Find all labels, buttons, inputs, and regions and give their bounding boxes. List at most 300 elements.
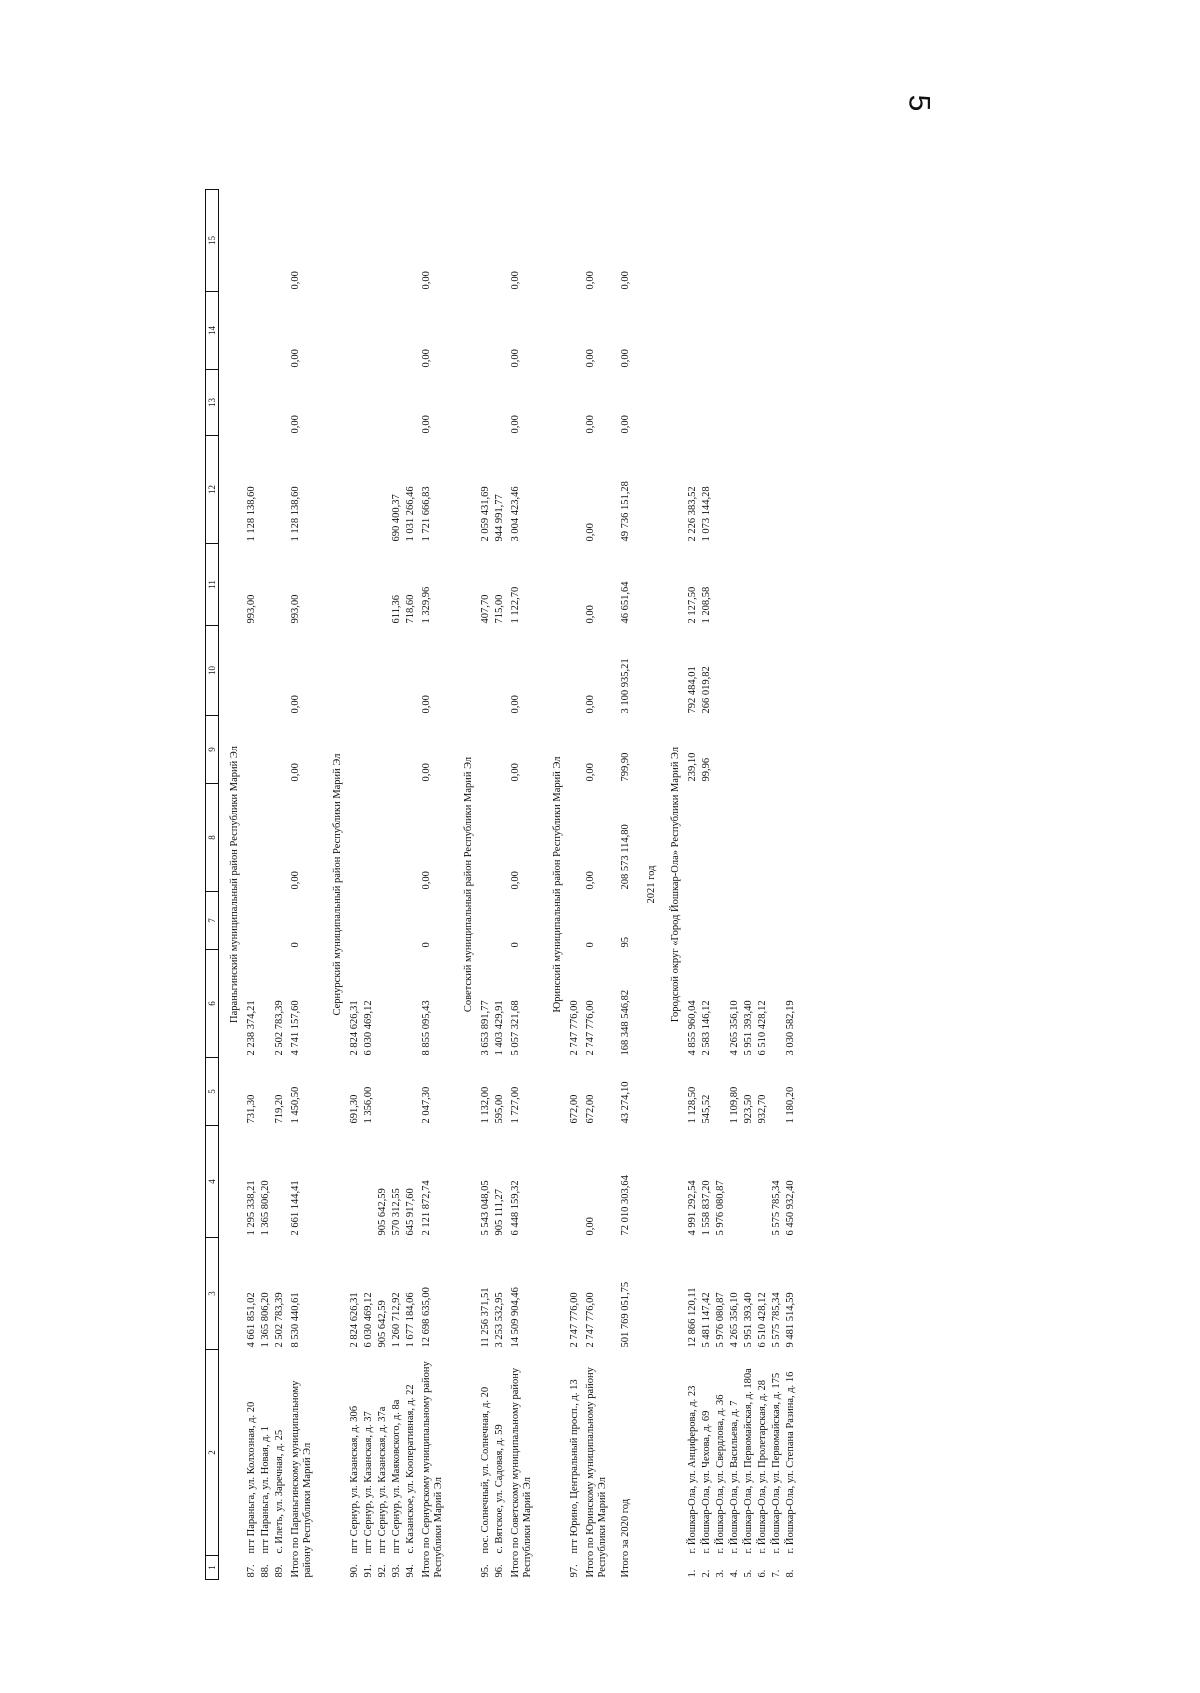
row-number: 4.: [729, 1569, 740, 1578]
table-cell: 208 573 114,80: [620, 824, 631, 890]
table-cell: [348, 626, 362, 716]
table-cell: 266 019,82: [701, 666, 712, 714]
table-cell: 715,00: [494, 594, 505, 624]
table-cell: [714, 190, 728, 292]
table-cell: [259, 784, 273, 892]
table-cell: [273, 1126, 287, 1238]
table-cell: [273, 544, 287, 626]
table-cell: [404, 370, 418, 436]
table-cell: [376, 190, 390, 292]
table-cell: [756, 784, 770, 892]
table-cell: [568, 544, 582, 626]
table-cell: [362, 626, 376, 716]
table-cell: [376, 950, 390, 1058]
table-cell: 407,70: [480, 594, 491, 624]
table-cell: 4 661 851,02: [246, 1292, 257, 1348]
table-cell: 239,10: [687, 752, 698, 782]
table-cell: 1 365 806,20: [260, 1180, 271, 1236]
table-cell: [479, 292, 493, 370]
table-cell: [362, 436, 376, 544]
table-cell: 1 073 144,28: [701, 486, 712, 542]
table-cell: 3 253 532,95: [494, 1292, 505, 1348]
table-cell: 1 128 138,60: [290, 486, 301, 542]
table-cell: 2 226 383,52: [687, 486, 698, 542]
total-label: Итого по Юринскому муниципальному району Республики Марий Эл: [585, 1367, 608, 1578]
table-cell: [784, 716, 798, 784]
table-cell: 923,50: [743, 1094, 754, 1124]
table-cell: 5 575 785,34: [771, 1180, 782, 1236]
table-cell: [245, 190, 259, 292]
table-cell: [686, 370, 700, 436]
table-cell: [376, 716, 390, 784]
table-cell: [348, 716, 362, 784]
table-cell: 1 128 138,60: [246, 486, 257, 542]
table-cell: [742, 892, 756, 950]
table-cell: [784, 190, 798, 292]
column-number: 10: [206, 626, 219, 716]
table-cell: [770, 892, 784, 950]
table-cell: 4 741 157,60: [290, 1000, 301, 1056]
table-cell: 0,00: [620, 349, 631, 368]
table-row: [245, 190, 259, 1580]
table-cell: [390, 716, 404, 784]
address-cell: г. Йошкар-Ола, ул. Анциферова, д. 23: [687, 1385, 698, 1554]
address-cell: г. Йошкар-Ола, ул. Свердлова, д. 36: [715, 1394, 726, 1554]
table-cell: 905 642,59: [377, 1188, 388, 1236]
table-cell: [259, 1058, 273, 1126]
table-cell: 8 530 440,61: [290, 1292, 301, 1348]
table-cell: 0,00: [510, 695, 521, 714]
table-cell: 672,00: [569, 1094, 580, 1124]
table-cell: [568, 190, 582, 292]
table-cell: 2 583 146,12: [701, 1000, 712, 1056]
table-cell: 95: [620, 937, 631, 948]
table-cell: 672,00: [585, 1094, 596, 1124]
table-cell: [479, 370, 493, 436]
table-cell: [568, 892, 582, 950]
table-cell: [784, 626, 798, 716]
table-cell: 1 260 712,92: [391, 1292, 402, 1348]
table-cell: 5 543 048,05: [480, 1180, 491, 1236]
table-cell: [376, 370, 390, 436]
total-row: [617, 190, 640, 1580]
table-row: [376, 190, 390, 1580]
table-cell: [742, 292, 756, 370]
table-cell: 0,00: [585, 349, 596, 368]
total-label: Итого по Параньгинскому муниципальному району Республики Марий Эл: [290, 1380, 313, 1578]
table-cell: 0,00: [421, 415, 432, 434]
address-cell: пос. Солнечный, ул. Солнечная, д. 20: [480, 1386, 491, 1554]
section-heading-row: [660, 190, 686, 1580]
table-cell: 718,60: [405, 594, 416, 624]
table-cell: [273, 784, 287, 892]
table-cell: 0,00: [510, 271, 521, 290]
table-row: [742, 190, 756, 1580]
row-number: 92.: [377, 1564, 388, 1578]
row-number: 89.: [274, 1564, 285, 1578]
table-cell: 5 951 393,40: [743, 1000, 754, 1056]
table-cell: [245, 716, 259, 784]
table-cell: [770, 544, 784, 626]
table-cell: [714, 892, 728, 950]
table-cell: [756, 892, 770, 950]
table-cell: 0,00: [510, 763, 521, 782]
table-cell: [714, 626, 728, 716]
table-cell: [245, 370, 259, 436]
table-row: [390, 190, 404, 1580]
table-cell: 2 059 431,69: [480, 486, 491, 542]
total-row: [582, 190, 617, 1580]
section-heading-row: [322, 190, 348, 1580]
table-cell: 1 329,96: [421, 586, 432, 624]
table-cell: [714, 370, 728, 436]
table-cell: [756, 716, 770, 784]
table-cell: [686, 190, 700, 292]
table-cell: 1 180,20: [785, 1086, 796, 1124]
table-cell: [404, 892, 418, 950]
table-cell: [770, 436, 784, 544]
row-number: 2.: [701, 1569, 712, 1578]
table-cell: 0,00: [421, 271, 432, 290]
table-cell: [245, 626, 259, 716]
table-cell: 2 824 626,31: [349, 1000, 360, 1056]
table-row: [493, 190, 507, 1580]
table-cell: 5 057 321,68: [510, 1000, 521, 1056]
table-cell: [742, 544, 756, 626]
table-cell: [348, 892, 362, 950]
table-cell: 6 030 469,12: [363, 1000, 374, 1056]
table-cell: 2 047,30: [421, 1086, 432, 1124]
table-cell: [245, 892, 259, 950]
table-cell: [259, 544, 273, 626]
row-number: 96.: [494, 1564, 505, 1578]
table-cell: [348, 544, 362, 626]
table-cell: [770, 292, 784, 370]
row-number: 7.: [771, 1569, 782, 1578]
table-cell: [686, 892, 700, 950]
table-cell: [493, 190, 507, 292]
table-cell: [376, 784, 390, 892]
table-cell: 1 721 666,83: [421, 486, 432, 542]
table-cell: 0,00: [421, 763, 432, 782]
table-cell: [273, 370, 287, 436]
table-cell: 1 109,80: [729, 1086, 740, 1124]
table-cell: [348, 292, 362, 370]
table-cell: 6 448 159,32: [510, 1180, 521, 1236]
table-cell: [770, 716, 784, 784]
table-cell: [404, 784, 418, 892]
table-cell: 1 295 338,21: [246, 1180, 257, 1236]
table-cell: [362, 1126, 376, 1238]
table-cell: 1 558 837,20: [701, 1180, 712, 1236]
table-cell: [700, 892, 714, 950]
table-row: [700, 190, 714, 1580]
table-cell: 0,00: [290, 349, 301, 368]
table-cell: [259, 892, 273, 950]
table-row: [756, 190, 770, 1580]
table-cell: 3 100 935,21: [620, 658, 631, 714]
table-cell: [742, 190, 756, 292]
table-cell: [245, 784, 259, 892]
table-cell: 0: [585, 942, 596, 948]
table-cell: [245, 292, 259, 370]
row-number: 88.: [260, 1564, 271, 1578]
table-row: [259, 190, 273, 1580]
table-cell: [348, 370, 362, 436]
table-row: [728, 190, 742, 1580]
table-cell: 0,00: [421, 695, 432, 714]
table-cell: [493, 784, 507, 892]
table-cell: 2 661 144,41: [290, 1180, 301, 1236]
table-cell: 4 855 960,04: [687, 1000, 698, 1056]
table-cell: [493, 292, 507, 370]
address-cell: г. Йошкар-Ола, ул. Чехова, д. 69: [701, 1410, 712, 1554]
table-cell: 1 128,50: [687, 1086, 698, 1124]
table-cell: 14 509 904,46: [510, 1287, 521, 1348]
table-cell: [568, 716, 582, 784]
table-cell: [756, 1126, 770, 1238]
table-cell: [479, 892, 493, 950]
table-sheet: [205, 190, 895, 1580]
table-cell: [376, 626, 390, 716]
table-cell: 0,00: [585, 415, 596, 434]
table-cell: [493, 892, 507, 950]
table-row: [714, 190, 728, 1580]
table-cell: 1 031 266,46: [405, 486, 416, 542]
section-heading-row: [542, 190, 568, 1580]
table-cell: [568, 626, 582, 716]
table-cell: 6 450 932,40: [785, 1180, 796, 1236]
table-cell: 8 855 095,43: [421, 1000, 432, 1056]
column-number: 8: [206, 784, 219, 892]
table-cell: 1 122,70: [510, 586, 521, 624]
table-cell: [259, 190, 273, 292]
address-cell: г. Йошкар-Ола, ул. Степана Разина, д. 16: [785, 1371, 796, 1554]
table-cell: [362, 370, 376, 436]
table-cell: 12 866 120,11: [687, 1287, 698, 1348]
table-cell: [714, 1058, 728, 1126]
row-number: 1.: [687, 1569, 698, 1578]
table-cell: [404, 190, 418, 292]
table-cell: 595,00: [494, 1094, 505, 1124]
table-cell: 2 238 374,21: [246, 1000, 257, 1056]
table-cell: 611,36: [391, 595, 402, 624]
table-row: [362, 190, 376, 1580]
table-cell: 6 510 428,12: [757, 1292, 768, 1348]
row-number: 95.: [480, 1564, 491, 1578]
table-cell: 0,00: [620, 415, 631, 434]
table-cell: [404, 716, 418, 784]
table-row: [404, 190, 418, 1580]
table-cell: [728, 292, 742, 370]
table-cell: 6 030 469,12: [363, 1292, 374, 1348]
table-cell: [273, 626, 287, 716]
table-cell: 0: [421, 942, 432, 948]
table-cell: 1 208,58: [701, 586, 712, 624]
table-cell: 0,00: [585, 871, 596, 890]
table-cell: [784, 292, 798, 370]
table-cell: [348, 436, 362, 544]
table-cell: [756, 626, 770, 716]
section-heading-row: [453, 190, 479, 1580]
table-cell: 0,00: [585, 695, 596, 714]
table-cell: [273, 436, 287, 544]
table-cell: [784, 436, 798, 544]
table-cell: 0,00: [421, 349, 432, 368]
table-cell: [390, 370, 404, 436]
row-number: 87.: [246, 1564, 257, 1578]
year-heading: 2021 год: [646, 865, 657, 904]
table-cell: 1 727,00: [510, 1086, 521, 1124]
table-cell: 0,00: [421, 871, 432, 890]
table-row: [479, 190, 493, 1580]
table-cell: 5 575 785,34: [771, 1292, 782, 1348]
table-cell: 1 356,00: [363, 1086, 374, 1124]
table-cell: 932,70: [757, 1094, 768, 1124]
table-cell: 690 400,37: [391, 494, 402, 542]
table-cell: 2 747 776,00: [585, 1000, 596, 1056]
table-cell: [390, 950, 404, 1058]
page-number: 5: [902, 94, 936, 112]
table-cell: [362, 784, 376, 892]
table-cell: 5 976 080,87: [715, 1180, 726, 1236]
table-cell: 0,00: [510, 415, 521, 434]
row-number: 94.: [405, 1564, 416, 1578]
column-number: 1: [206, 1556, 219, 1580]
table-cell: [784, 892, 798, 950]
row-number: 6.: [757, 1569, 768, 1578]
table-cell: [700, 784, 714, 892]
address-cell: пгт Сернур, ул. Казанская, д. 37: [363, 1411, 374, 1554]
table-cell: [686, 784, 700, 892]
table-cell: [362, 892, 376, 950]
total-label: Итого по Советскому муниципальному району Республики Марий Эл: [510, 1367, 533, 1578]
table-cell: [686, 292, 700, 370]
table-cell: 4 265 356,10: [729, 1292, 740, 1348]
table-cell: [728, 716, 742, 784]
table-cell: 2 502 783,39: [274, 1292, 285, 1348]
total-row: [418, 190, 453, 1580]
table-cell: [273, 292, 287, 370]
table-cell: 2 747 776,00: [569, 1292, 580, 1348]
table-cell: 3 030 582,19: [785, 1000, 796, 1056]
table-cell: [259, 716, 273, 784]
table-cell: [714, 784, 728, 892]
table-cell: [568, 292, 582, 370]
year-heading-row: [640, 190, 660, 1580]
row-number: 93.: [391, 1564, 402, 1578]
table-row: [348, 190, 362, 1580]
table-cell: [784, 370, 798, 436]
table-cell: [714, 950, 728, 1058]
table-cell: [568, 436, 582, 544]
table-cell: [493, 370, 507, 436]
table-cell: [756, 370, 770, 436]
data-table: [205, 189, 798, 1580]
table-cell: 993,00: [246, 594, 257, 624]
table-cell: 0,00: [585, 763, 596, 782]
section-heading: Юринский муниципальный район Республики Марий Эл: [552, 756, 563, 1013]
table-cell: [728, 892, 742, 950]
row-number: 5.: [743, 1569, 754, 1578]
table-cell: [376, 292, 390, 370]
table-cell: 0,00: [510, 871, 521, 890]
table-cell: [348, 1126, 362, 1238]
address-cell: пгт Параньга, ул. Новая, д. 1: [260, 1426, 271, 1554]
address-cell: пгт Юрино, Центральный просп., д. 13: [569, 1379, 580, 1554]
address-cell: г. Йошкар-Ола, ул. Васильева, д. 7: [729, 1400, 740, 1554]
table-cell: 0,00: [290, 695, 301, 714]
row-number: 97.: [569, 1564, 580, 1578]
address-cell: г. Йошкар-Ола, ул. Первомайская, д. 180а: [743, 1368, 754, 1554]
table-cell: [568, 1126, 582, 1238]
column-number: 4: [206, 1126, 219, 1238]
table-cell: 570 312,55: [391, 1188, 402, 1236]
table-cell: [404, 950, 418, 1058]
table-cell: [362, 716, 376, 784]
table-cell: [742, 436, 756, 544]
table-cell: 799,90: [620, 752, 631, 782]
table-cell: 0,00: [290, 763, 301, 782]
table-cell: 719,20: [274, 1094, 285, 1124]
table-cell: 0,00: [290, 871, 301, 890]
table-cell: [756, 436, 770, 544]
table-cell: 3 004 423,46: [510, 486, 521, 542]
table-cell: [362, 544, 376, 626]
table-cell: 0,00: [510, 349, 521, 368]
table-cell: 4 991 292,54: [687, 1180, 698, 1236]
table-cell: [728, 436, 742, 544]
table-cell: [376, 1058, 390, 1126]
table-cell: [390, 292, 404, 370]
table-cell: 0,00: [585, 523, 596, 542]
table-cell: 2 747 776,00: [585, 1292, 596, 1348]
row-number: 90.: [349, 1564, 360, 1578]
table-cell: [273, 190, 287, 292]
table-cell: 0,00: [290, 415, 301, 434]
table-cell: [376, 436, 390, 544]
table-cell: 5 976 080,87: [715, 1292, 726, 1348]
section-heading: Сернурский муниципальный район Республики Марий Эл: [332, 753, 343, 1016]
table-cell: 5 951 393,40: [743, 1292, 754, 1348]
table-cell: [728, 626, 742, 716]
table-row: [273, 190, 287, 1580]
table-cell: [784, 544, 798, 626]
table-cell: 501 769 051,75: [620, 1281, 631, 1348]
table-cell: [714, 436, 728, 544]
table-cell: [493, 626, 507, 716]
table-cell: [259, 950, 273, 1058]
total-row: [507, 190, 542, 1580]
table-cell: 0: [290, 942, 301, 948]
table-cell: 2 502 783,39: [274, 1000, 285, 1056]
table-cell: 43 274,10: [620, 1081, 631, 1124]
table-cell: [700, 370, 714, 436]
table-cell: 545,52: [701, 1094, 712, 1124]
table-cell: [362, 292, 376, 370]
table-cell: [568, 370, 582, 436]
address-cell: г. Йошкар-Ола, ул. Пролетарская, д. 28: [757, 1379, 768, 1554]
table-cell: [742, 626, 756, 716]
table-cell: [259, 436, 273, 544]
table-cell: [770, 784, 784, 892]
table-cell: [770, 370, 784, 436]
table-cell: 993,00: [290, 594, 301, 624]
table-cell: [700, 190, 714, 292]
section-heading: Параньгинский муниципальный район Республики Марий Эл: [229, 746, 240, 1023]
table-cell: 0,00: [620, 271, 631, 290]
table-cell: [728, 370, 742, 436]
